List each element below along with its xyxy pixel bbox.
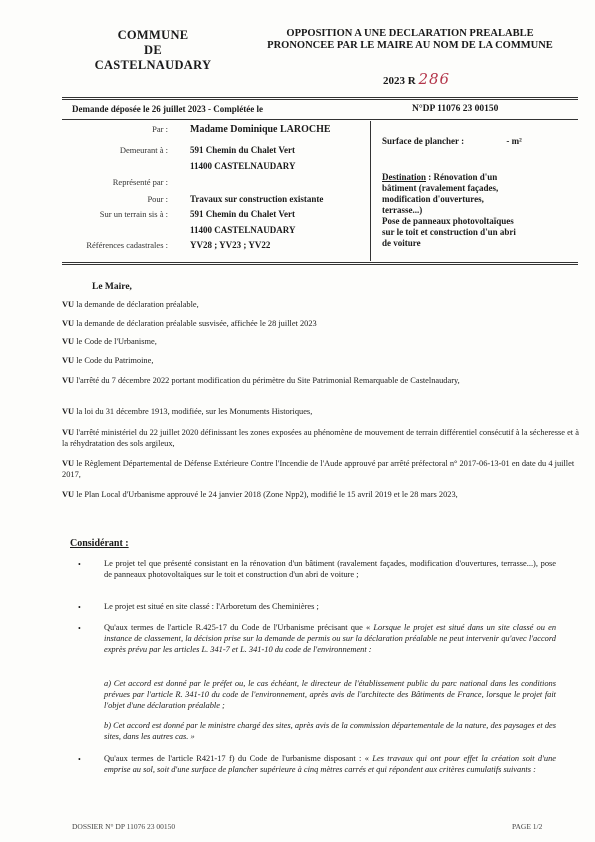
destination-line: terrasse...) [382,205,423,215]
applicant-name: Madame Dominique LAROCHE [190,124,331,135]
document-title [245,28,575,52]
visa-item: VU la demande de déclaration préalable, [62,300,199,309]
destination-line: bâtiment (ravalement façades, [382,183,499,193]
visa-item: VU l'arrêté ministériel du 22 juillet 2020 définissant les zones exposées au phénomène de mouvement de terrain différentiel consécutif à la sécheresse et à la réhydratation des sols argileux, [62,428,579,448]
commune-line: CASTELNAUDARY [94,58,212,72]
footer-dossier: DOSSIER N° DP 11076 23 00150 [72,822,176,831]
bullet-icon: • [78,603,81,612]
arrete-number [383,70,450,88]
pour-label: Pour : [147,194,168,204]
demeurant-label: Demeurant à : [119,145,168,155]
destination-block [382,172,572,249]
dossier-number: N°DP 11076 23 00150 [412,104,499,114]
commune-line: DE [144,43,162,57]
applicant-address-line1: 591 Chemin du Chalet Vert [190,145,296,155]
commune-block [78,28,228,73]
destination-line: Pose de panneaux photovoltaïques [382,216,514,226]
quote-paragraph-a: a) Cet accord est donné par le préfet ou, le cas échéant, le directeur de l'établissement public du parc national dans les conditions prévues par l'article R. 341-10 du code de l'environnement, après avis de l'architecte des Bâtiments de France, lorsque le projet fait l'objet d'une déclaration préalable ; [104,679,556,710]
terrain-address-line1: 591 Chemin du Chalet Vert [190,209,296,219]
middle-separator [62,262,578,265]
terrain-label: Sur un terrain sis à : [99,209,168,219]
considerant-paragraph: Qu'aux termes de l'article R421-17 f) du Code de l'urbanisme disposant : « Les travaux qui ont pour effet la création soit d'une emprise au sol, soit d'une surface de plancher supérieure à cinq mètres carrés et qui répondent aux critères cumulatifs suivants : [104,754,557,774]
footer-page: PAGE 1/2 [512,822,543,831]
title-line: PRONONCEE PAR LE MAIRE AU NOM DE LA COMMUNE [267,40,553,51]
top-separator [62,97,578,100]
project-purpose: Travaux sur construction existante [190,194,324,204]
surface-value: - m² [506,136,522,146]
destination-line: : Rénovation d'un [428,172,498,182]
commune-line: COMMUNE [117,28,189,42]
par-label: Par : [152,124,168,134]
visa-item: VU le Code de l'Urbanisme, [62,337,157,346]
destination-label: Destination [382,172,427,182]
visa-item: VU la demande de déclaration préalable susvisée, affichée le 28 juillet 2023 [62,319,317,328]
references-label: Références cadastrales : [86,240,168,250]
visa-item: VU le Plan Local d'Urbanisme approuvé le 24 janvier 2018 (Zone Npp2), modifié le 15 avril 2019 et le 28 mars 2023, [62,490,458,499]
cadastral-references: YV28 ; YV23 ; YV22 [190,240,271,250]
destination-line: modification d'ouvertures, [382,194,484,204]
considerant-paragraph: Qu'aux termes de l'article R.425-17 du Code de l'Urbanisme précisant que « Lorsque le projet est situé dans un site classé ou en instance de classement, la décision prise sur la demande de permis ou sur la déclaration préalable ne peut intervenir qu'avec l'accord exprès prévu par les articles L. 341-7 et L. 341-10 du code de l'environnement : [104,623,557,654]
visa-item: VU l'arrêté du 7 décembre 2022 portant modification du périmètre du Site Patrimonial Remarquable de Castelnaudary, [62,376,460,385]
represente-label: Représenté par : [112,177,168,187]
bullet-icon: • [78,624,81,633]
surface-label: Surface de plancher : [382,136,465,146]
destination-line: sur le toit et construction d'un abri [382,227,516,237]
visa-item: VU le Règlement Départemental de Défense Extérieure Contre l'Incendie de l'Aude approuvé par arrêté préfectoral n° 2017-06-13-01 en date du 4 juillet 2017, [62,459,575,479]
considerant-paragraph: Le projet tel que présenté consistant en la rénovation d'un bâtiment (ravalement façades, modification d'ouvertures, terrasse...), pose de panneaux photovoltaïques sur le toit et construction d'un abri de voiture ; [104,559,556,579]
bullet-icon: • [78,560,81,569]
arrete-handwritten-number: 286 [418,70,451,88]
visa-item: VU le Code du Patrimoine, [62,356,154,365]
applicant-address-line2: 11400 CASTELNAUDARY [190,161,296,171]
arrete-prefix: 2023 R [383,75,416,87]
band-separator [62,119,578,120]
title-line: OPPOSITION A UNE DECLARATION PREALABLE [286,28,534,39]
considerant-paragraph: Le projet est situé en site classé : l'Arboretum des Cheminières ; [104,602,319,611]
le-maire: Le Maire, [92,282,132,292]
terrain-address-line2: 11400 CASTELNAUDARY [190,225,296,235]
demande-date: Demande déposée le 26 juillet 2023 - Complétée le [72,104,263,114]
surface-field [382,136,522,147]
bullet-icon: • [78,755,81,764]
visa-item: VU la loi du 31 décembre 1913, modifiée, sur les Monuments Historiques, [62,407,313,416]
quote-paragraph-b: b) Cet accord est donné par le ministre chargé des sites, après avis de la commission départementale de la nature, des paysages et des sites, dans les autres cas. » [104,721,556,741]
column-divider [370,121,371,261]
destination-line: de voiture [382,238,421,248]
considerant-title: Considérant : [70,538,129,549]
